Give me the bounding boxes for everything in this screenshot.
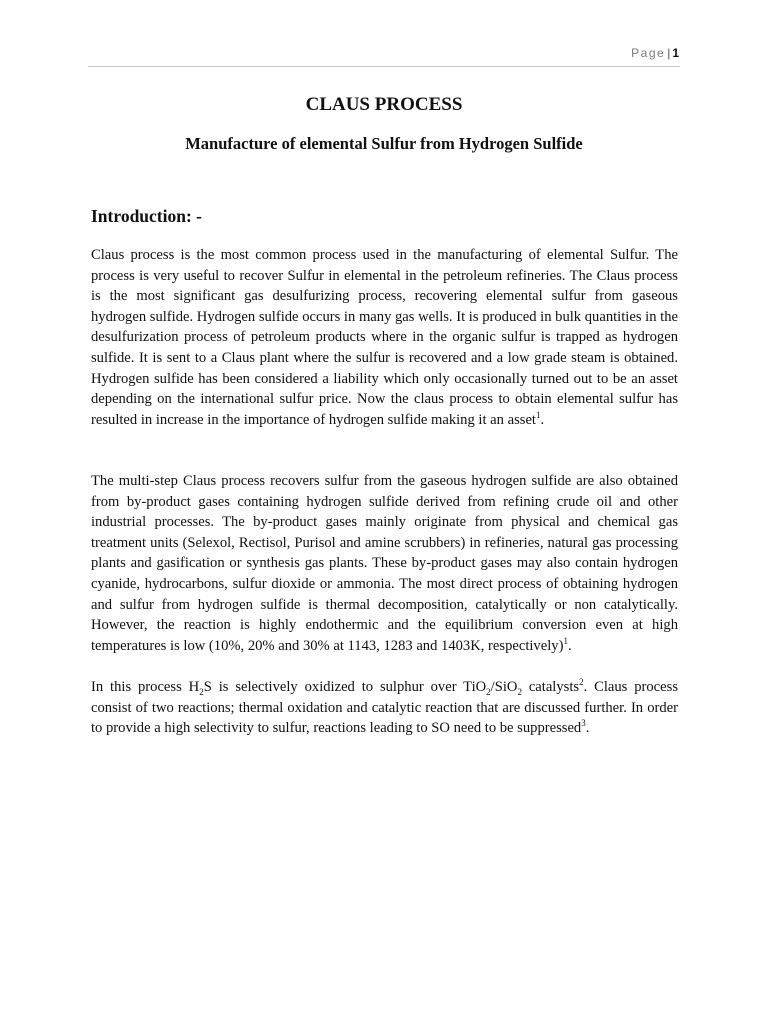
citation-1: 1	[563, 635, 568, 646]
header-rule	[88, 66, 680, 67]
paragraph-1	[91, 245, 678, 430]
paragraph-3-part: /SiO	[490, 679, 518, 695]
paragraph-3-part: catalysts	[521, 679, 580, 695]
page-separator: |	[667, 46, 671, 60]
paragraph-1-end: .	[540, 411, 545, 428]
paragraph-3	[91, 677, 678, 739]
subscript-2: 2	[517, 686, 522, 697]
paragraph-3-part: . Claus process consist of two reactions; thermal oxidation and catalytic reaction that are discussed further. In order to provide a high selectivity to sulfur, reactions leading to SO need to be suppressed	[91, 679, 678, 737]
citation-3: 3	[581, 718, 586, 729]
paragraph-3-part: In this process H	[91, 679, 200, 695]
subscript-2: 2	[199, 686, 204, 697]
paragraph-3-part: S is selectively oxidized to sulphur over TiO	[203, 679, 487, 695]
subscript-2: 2	[486, 686, 491, 697]
citation-1: 1	[535, 409, 541, 420]
paragraph-2	[91, 471, 678, 656]
paragraph-3-end: .	[585, 720, 590, 737]
paragraph-2-end: .	[567, 637, 572, 654]
page-number: 1	[672, 46, 679, 60]
paragraph-2-text: The multi-step Claus process recovers sulfur from the gaseous hydrogen sulfide are also obtained from by-product gases containing hydrogen sulfide derived from refining crude oil and other industrial processes. The by-product gases mainly originate from physical and chemical gas treatment units (Selexol, Rectisol, Purisol and amine scrubbers) in refineries, natural gas processing plants and gasification or synthesis gas plants. These by-product gases may also contain hydrogen cyanide, hydrocarbons, sulfur dioxide or ammonia. The most direct process of obtaining hydrogen and sulfur from hydrogen sulfide is thermal decomposition, catalytically or non catalytically. However, the reaction is highly endothermic and the equilibrium conversion even at high temperatures is low (10%, 20% and 30% at 1143, 1283 and 1403K, respectively)	[91, 473, 678, 654]
page-label: Page	[631, 46, 666, 60]
section-heading-introduction: Introduction: -	[91, 206, 203, 226]
document-title: CLAUS PROCESS	[305, 94, 463, 115]
paragraph-1-text: Claus process is the most common process used in the manufacturing of elemental Sulfur. The process is very useful to recover Sulfur in elemental in the petroleum refineries. The Claus process is the most significant gas desulfurizing process, recovering elemental sulfur from gaseous hydrogen sulfide. Hydrogen sulfide occurs in many gas wells. It is produced in bulk quantities in the desulfurization process of petroleum products where in the organic sulfur is trapped as hydrogen sulfide. It is sent to a Claus plant where the sulfur is recovered and a low grade steam is obtained. Hydrogen sulfide has been considered a liability which only occasionally turned out to be an asset depending on the international sulfur price. Now the claus process to obtain elemental sulfur has resulted in increase in the importance of hydrogen sulfide making it an asset	[91, 247, 678, 428]
citation-2: 2	[579, 677, 584, 688]
document-subtitle: Manufacture of elemental Sulfur from Hydrogen Sulfide	[185, 134, 583, 153]
page-number-header	[0, 46, 679, 60]
